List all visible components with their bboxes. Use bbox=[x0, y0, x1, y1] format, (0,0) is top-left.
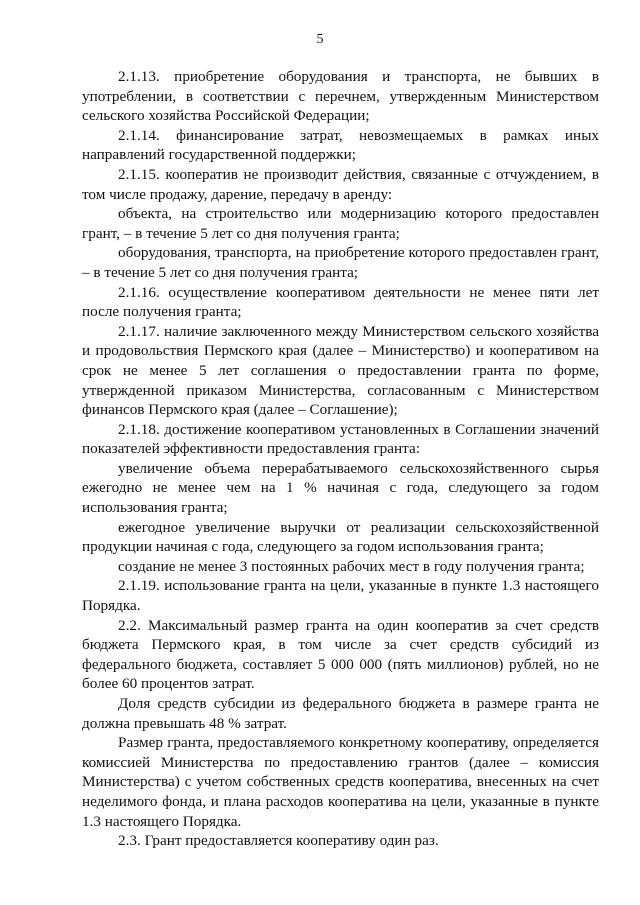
paragraph-2-1-15: 2.1.15. кооператив не производит действия, связанные с отчуждением, в том числе продажу, дарение, передачу в аренду: bbox=[82, 165, 599, 203]
page-number: 5 bbox=[316, 32, 324, 47]
paragraph-2-1-16: 2.1.16. осуществление кооперативом деятельности не менее пяти лет после получения гранта; bbox=[82, 283, 599, 321]
paragraph-2-2: 2.2. Максимальный размер гранта на один кооператив за счет средств бюджета Пермского края, в том числе за счет средств субсидий из федерального бюджета, составляет 5 000 000 (пять миллионов) рублей, но не более 60 процентов затрат. bbox=[82, 616, 599, 693]
paragraph-2-1-14: 2.1.14. финансирование затрат, невозмещаемых в рамках иных направлений государственной поддержки; bbox=[82, 126, 599, 164]
paragraph-raw-material-increase: увеличение объема перерабатываемого сельскохозяйственного сырья ежегодно не менее чем на 1 % начиная с года, следующего за годом использования гранта; bbox=[82, 459, 599, 517]
paragraph-object-alienation: объекта, на строительство или модернизацию которого предоставлен грант, – в течение 5 лет со дня получения гранта; bbox=[82, 205, 599, 242]
paragraph-jobs-creation: создание не менее 3 постоянных рабочих мест в году получения гранта; bbox=[118, 557, 585, 575]
paragraph-revenue-increase: ежегодное увеличение выручки от реализации сельскохозяйственной продукции начиная с года, следующего за годом использования гранта; bbox=[82, 518, 599, 556]
paragraph-2-1-17: 2.1.17. наличие заключенного между Министерством сельского хозяйства и продовольствия Пермского края (далее – Министерство) и кооперативом на срок не менее 5 лет соглашения о предоставлении гранта по форме, утвержденной приказом Министерства, согласованным с Министерством финансов Пермского края (далее – Соглашение); bbox=[82, 322, 599, 419]
paragraph-2-1-18: 2.1.18. достижение кооперативом установленных в Соглашении значений показателей эффективности предоставления гранта: bbox=[82, 420, 599, 458]
paragraph-2-1-13: 2.1.13. приобретение оборудования и транспорта, не бывших в употреблении, в соответствии с перечнем, утвержденным Министерством сельского хозяйства Российской Федерации; bbox=[82, 68, 599, 125]
paragraph-2-1-19: 2.1.19. использование гранта на цели, указанные в пункте 1.3 настоящего Порядка. bbox=[82, 577, 599, 615]
paragraph-equipment-alienation: оборудования, транспорта, на приобретение которого предоставлен грант, – в течение 5 лет со дня получения гранта; bbox=[82, 244, 599, 281]
paragraph-grant-size: Размер гранта, предоставляемого конкретному кооперативу, определяется комиссией Министерства по предоставлению грантов (далее – комиссия Министерства) с учетом собственных средств кооператива, внесенных на счет неделимого фонда, и плана расходов кооператива на цели, указанные в пункте 1.3 настоящего Порядка. bbox=[82, 734, 599, 830]
paragraph-2-3: 2.3. Грант предоставляется кооперативу один раз. bbox=[118, 832, 439, 850]
document-body bbox=[82, 67, 599, 851]
paragraph-federal-share: Доля средств субсидии из федерального бюджета в размере гранта не должна превышать 48 % затрат. bbox=[82, 695, 599, 732]
